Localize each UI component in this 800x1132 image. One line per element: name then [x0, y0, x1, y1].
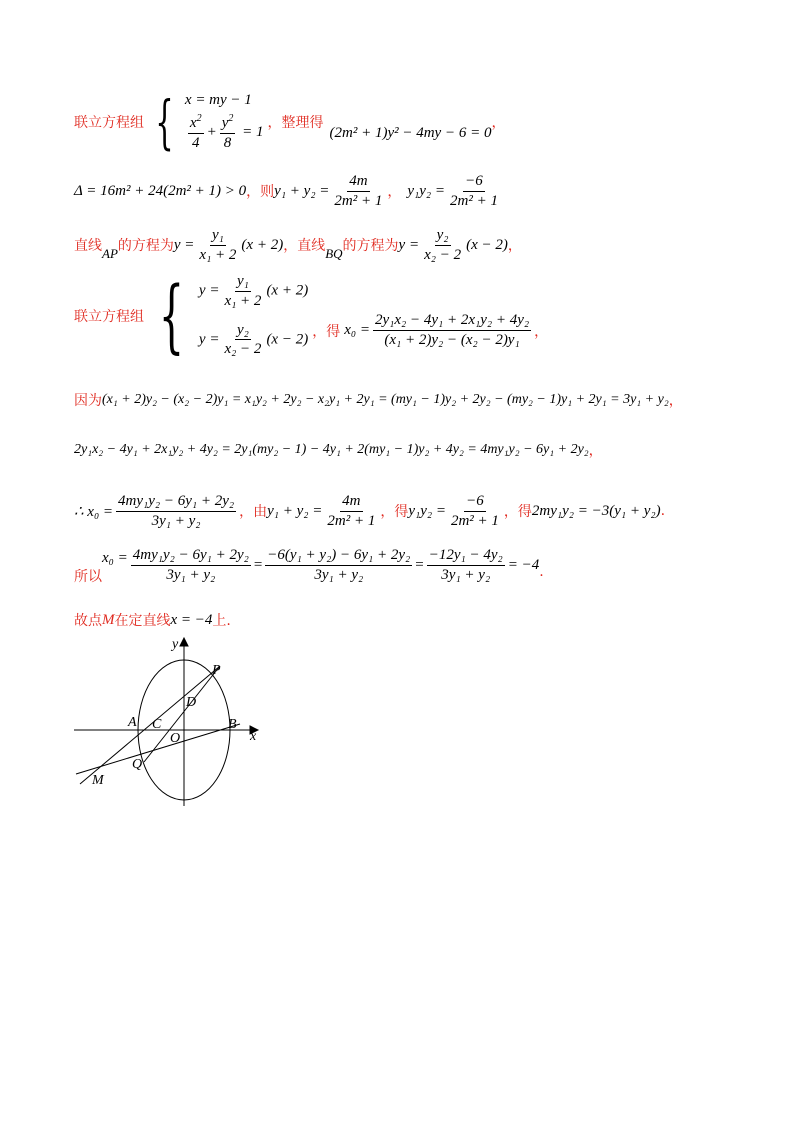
y-axis-arrow — [180, 638, 188, 646]
equation-system: y = $\frac{\text{y₁}}{\text{x₁ + 2}}$ (x + 2) y = $\frac{\text{y₂}}{\text{x₂ − 2}}$ (x − 2) — [198, 273, 309, 358]
x0-fraction: $\frac{\text{2y₁x₂ − 4y₁ + 2x₁y₂ + 4y₂}}{\text{(x₁ + 2)y₂ − (x₂ − 2)y₁}}$ — [374, 312, 530, 348]
text-mid: ，整理得 — [267, 115, 324, 132]
label-q: Q — [132, 757, 143, 772]
ellipse-figure — [72, 634, 272, 814]
quadratic-result: (2m² + 1)y² − 4my − 6 = 0 — [329, 124, 492, 141]
equation-system — [185, 92, 264, 153]
final-computation: 所以 x₀ = $\frac{\text{4my₁y₂ − 6y₁ + 2y₂}}{\text{3y₁ + y₂}}$ = $\frac{\text{−6(y₁ + y₂) − 6y₁ + 2y₂}}{\text{3y₁ + y₂}}$ = $\frac{\text{−12y₁ − 4y₂}}{\text{3y₁ + y₂}}$ = −4 . — [74, 546, 544, 585]
x0-derivation: ∴ x₀ = $\frac{\text{4my₁y₂ − 6y₁ + 2y₂}}{\text{3y₁ + y₂}}$ ，由 y₁ + y₂ = $\frac{4m}{\text{2m² + 1}}$ ，得 y₁y₂ = $\frac{-6}{\text{2m² + 1}}$ ，得 2my₁y₂ = −3(y₁ + y₂) . — [74, 493, 666, 529]
label-y: y — [172, 637, 179, 652]
label-o: O — [170, 731, 181, 746]
lines-ap-bq: 直线 AP 的方程为 y = $\frac{\text{y₁}}{\text{x₁ + 2}}$ (x + 2) ，直线 BQ 的方程为 y = $\frac{\text{y₂}}{\text{x₂ − 2}}$ (x − 2) ， — [74, 227, 522, 263]
product-fraction: $\frac{-6}{\text{2m² + 1}}$ — [450, 173, 498, 209]
label-p: P — [212, 663, 221, 678]
bq-slope: $\frac{\text{y₂}}{\text{x₂ − 2}}$ — [424, 227, 462, 263]
label-ap: AP — [102, 246, 118, 262]
ellipse-equation: $\frac{x^2}{4}$ + $\frac{y^2}{8}$ = 1 — [189, 113, 264, 151]
label-c: C — [152, 717, 162, 732]
discriminant-line: Δ = 16m² + 24(2m² + 1) > 0 ，则 y₁ + y₂ = $\frac{4m}{\text{2m² + 1}}$ ， y₁y₂ = $\frac{-6}{\text{2m² + 1}}$ — [74, 173, 498, 209]
label-x: x — [250, 729, 257, 744]
relation-result: 2my₁y₂ = −3(y₁ + y₂) — [531, 502, 661, 519]
product-roots: y₁y₂ = — [407, 182, 445, 199]
label-b: B — [228, 717, 237, 732]
label-d: D — [186, 695, 197, 710]
numerator-expr: 2y₁x₂ − 4y₁ + 2x₁y₂ + 4y₂ = 2y₁(my₂ − 1) − 4y₁ + 2(my₁ − 1)y₂ + 4y₂ = 4my₁y₂ − 6y₁ + 2y₂ — [74, 442, 589, 457]
x0-fraction: $\frac{\text{4my₁y₂ − 6y₁ + 2y₂}}{\text{3y₁ + y₂}}$ — [118, 493, 235, 529]
delta-expr: Δ = 16m² + 24(2m² + 1) > 0 — [74, 182, 247, 199]
brace: { — [155, 88, 174, 157]
denominator-expr: (x₁ + 2)y₂ − (x₂ − 2)y₁ = x₁y₂ + 2y₂ − x₂y₁ + 2y₁ = (my₁ − 1)y₂ + 2y₂ − (my₂ − 1)y₁ + 2y₁ = 3y₁ + y₂ — [102, 392, 669, 407]
label-m: M — [92, 773, 104, 788]
brace: { — [158, 268, 185, 362]
ap-slope: $\frac{\text{y₁}}{\text{x₁ + 2}}$ — [199, 227, 237, 263]
conclusion: 故点 M 在定直线 x = −4 上. — [74, 611, 231, 629]
numerator-simplify: 2y₁x₂ − 4y₁ + 2x₁y₂ + 4y₂ = 2y₁(my₂ − 1) − 4y₁ + 2(my₁ − 1)y₂ + 4y₂ = 4my₁y₂ − 6y₁ + 2y₂ ， — [74, 442, 603, 459]
sum-roots: y₁ + y₂ = — [274, 182, 330, 199]
fixed-line: x = −4 — [170, 611, 213, 628]
system-line-2: 联立方程组 { y = $\frac{\text{y₁}}{\text{x₁ + 2}}$ (x + 2) y = $\frac{\text{y₂}}{\text{x₂ − 2}}$ (x − 2) ，得 x₀ = $\frac{\text{2y₁x₂ − 4y₁ + 2x₁y₂ + 4y₂}}{\text{(x₁ + 2)y₂ − (x₂ − 2)y₁}}$ ， — [74, 268, 549, 362]
label-bq: BQ — [325, 246, 343, 262]
system-line-1: 联立方程组 { x = my − 1 $\frac{x^2}{4}$ + $\frac{y^2}{8}$ = 1 ，整理得 (2m² + 1)y² − 4my − 6 = 0 ， — [74, 88, 506, 157]
denominator-simplify: 因为 (x₁ + 2)y₂ − (x₂ − 2)y₁ = x₁y₂ + 2y₂ − x₂y₁ + 2y₁ = (my₁ − 1)y₂ + 2y₂ − (my₂ − 1)y₁ + 2y₁ = 3y₁ + y₂ ， — [74, 392, 683, 409]
line-equation: x = my − 1 — [184, 92, 252, 108]
label-a: A — [128, 715, 137, 730]
line-pq — [144, 666, 220, 762]
sum-fraction: $\frac{4m}{\text{2m² + 1}}$ — [334, 173, 383, 209]
text-lead: 联立方程组 — [74, 115, 144, 132]
